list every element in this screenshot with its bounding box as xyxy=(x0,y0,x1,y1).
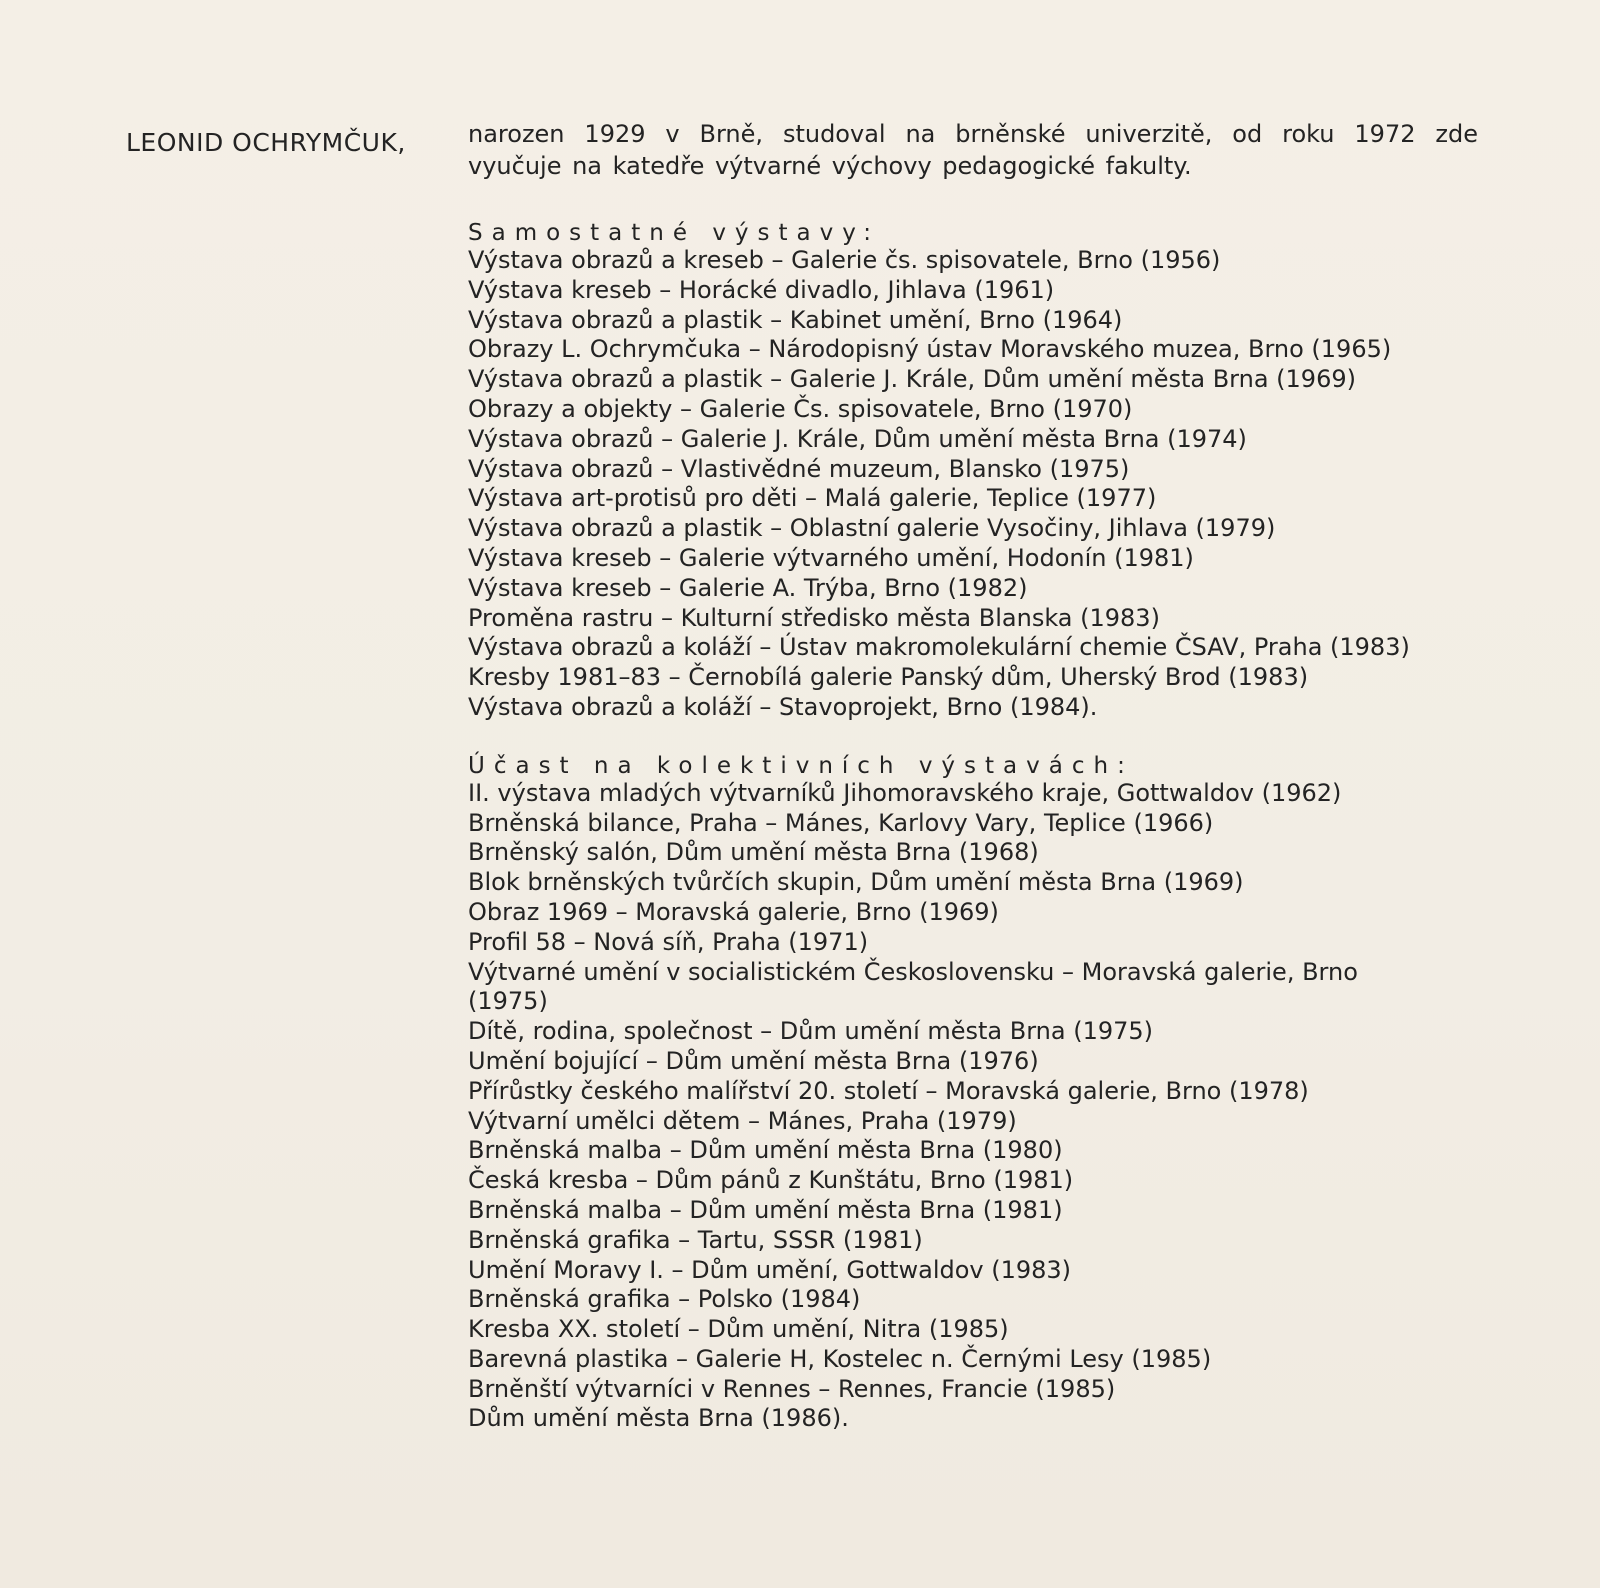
list-item: Brněnská malba – Dům umění města Brna (1981) xyxy=(468,1195,1063,1224)
list-item: Výstava obrazů a kreseb – Galerie čs. spisovatele, Brno (1956) xyxy=(468,246,1221,274)
list-item: Výstava obrazů – Galerie J. Krále, Dům umění města Brna (1974) xyxy=(468,424,1247,453)
list-item: Výstava obrazů a koláží – Stavoprojekt, Brno (1984). xyxy=(468,692,1098,721)
list-item: Brněnská grafika – Tartu, SSSR (1981) xyxy=(468,1225,923,1254)
list-item: Brněnská bilance, Praha – Mánes, Karlovy Vary, Teplice (1966) xyxy=(468,808,1214,837)
list-item: Barevná plastika – Galerie H, Kostelec n. Černými Lesy (1985) xyxy=(468,1344,1212,1373)
list-item: Kresba XX. století – Dům umění, Nitra (1985) xyxy=(468,1315,1009,1344)
list-item: Profil 58 – Nová síň, Praha (1971) xyxy=(468,927,869,956)
list-item: Výstava obrazů a plastik – Galerie J. Krále, Dům umění města Brna (1969) xyxy=(468,365,1356,394)
list-item: Obraz 1969 – Moravská galerie, Brno (1969) xyxy=(468,897,999,926)
list-item: Umění bojující – Dům umění města Brna (1976) xyxy=(468,1046,1039,1075)
author-name: LEONID OCHRYMČUK, xyxy=(126,128,406,157)
list-item: Brněnští výtvarníci v Rennes – Rennes, Francie (1985) xyxy=(468,1374,1116,1403)
list-item: Brněnská grafika – Polsko (1984) xyxy=(468,1285,861,1314)
list-item: Dítě, rodina, společnost – Dům umění města Brna (1975) xyxy=(468,1017,1154,1046)
solo-exhibitions-heading: Samostatné výstavy: xyxy=(468,220,880,246)
list-item: Výstava obrazů a plastik – Oblastní galerie Vysočiny, Jihlava (1979) xyxy=(468,514,1276,543)
list-item: Blok brněnských tvůrčích skupin, Dům umění města Brna (1969) xyxy=(468,868,1244,897)
list-item: Obrazy a objekty – Galerie Čs. spisovatele, Brno (1970) xyxy=(468,394,1133,423)
group-exhibitions-list xyxy=(468,779,1478,1435)
list-item: Proměna rastru – Kulturní středisko města Blanska (1983) xyxy=(468,603,1160,632)
list-item: Výtvarní umělci dětem – Mánes, Praha (1979) xyxy=(468,1106,1017,1135)
list-item: Výstava obrazů a plastik – Kabinet umění, Brno (1964) xyxy=(468,305,1123,334)
group-exhibitions-heading: Účast na kolektivních výstavách: xyxy=(468,752,1134,779)
list-item: Obrazy L. Ochrymčuka – Národopisný ústav Moravského muzea, Brno (1965) xyxy=(468,335,1392,364)
biography-content xyxy=(468,118,1478,1434)
list-item: Umění Moravy I. – Dům umění, Gottwaldov (1983) xyxy=(468,1255,1072,1284)
solo-exhibitions-list xyxy=(468,246,1478,723)
list-item: Výstava kreseb – Horácké divadlo, Jihlava (1961) xyxy=(468,275,1055,304)
list-item: Výstava kreseb – Galerie A. Trýba, Brno (1982) xyxy=(468,573,1028,602)
list-item: Výtvarné umění v socialistickém Československu – Moravská galerie, Brno (1975) xyxy=(468,957,1358,1016)
list-item: Dům umění města Brna (1986). xyxy=(468,1404,849,1433)
biography-intro: narozen 1929 v Brně, studoval na brněnské univerzitě, od roku 1972 zde vyučuje na katedře výtvarné výchovy pedagogické fakulty. xyxy=(468,120,1478,180)
list-item: Brněnská malba – Dům umění města Brna (1980) xyxy=(468,1136,1063,1165)
list-item: Výstava obrazů a koláží – Ústav makromolekulární chemie ČSAV, Praha (1983) xyxy=(468,633,1410,662)
list-item: Výstava obrazů – Vlastivědné muzeum, Blansko (1975) xyxy=(468,454,1130,483)
list-item: Výstava art-protisů pro děti – Malá galerie, Teplice (1977) xyxy=(468,484,1157,513)
list-item: Kresby 1981–83 – Černobílá galerie Panský dům, Uherský Brod (1983) xyxy=(468,663,1309,692)
list-item: II. výstava mladých výtvarníků Jihomoravského kraje, Gottwaldov (1962) xyxy=(468,778,1342,807)
list-item: Výstava kreseb – Galerie výtvarného umění, Hodonín (1981) xyxy=(468,543,1194,572)
list-item: Brněnský salón, Dům umění města Brna (1968) xyxy=(468,838,1039,867)
list-item: Přírůstky českého malířství 20. století – Moravská galerie, Brno (1978) xyxy=(468,1076,1309,1105)
list-item: Česká kresba – Dům pánů z Kunštátu, Brno (1981) xyxy=(468,1166,1074,1195)
